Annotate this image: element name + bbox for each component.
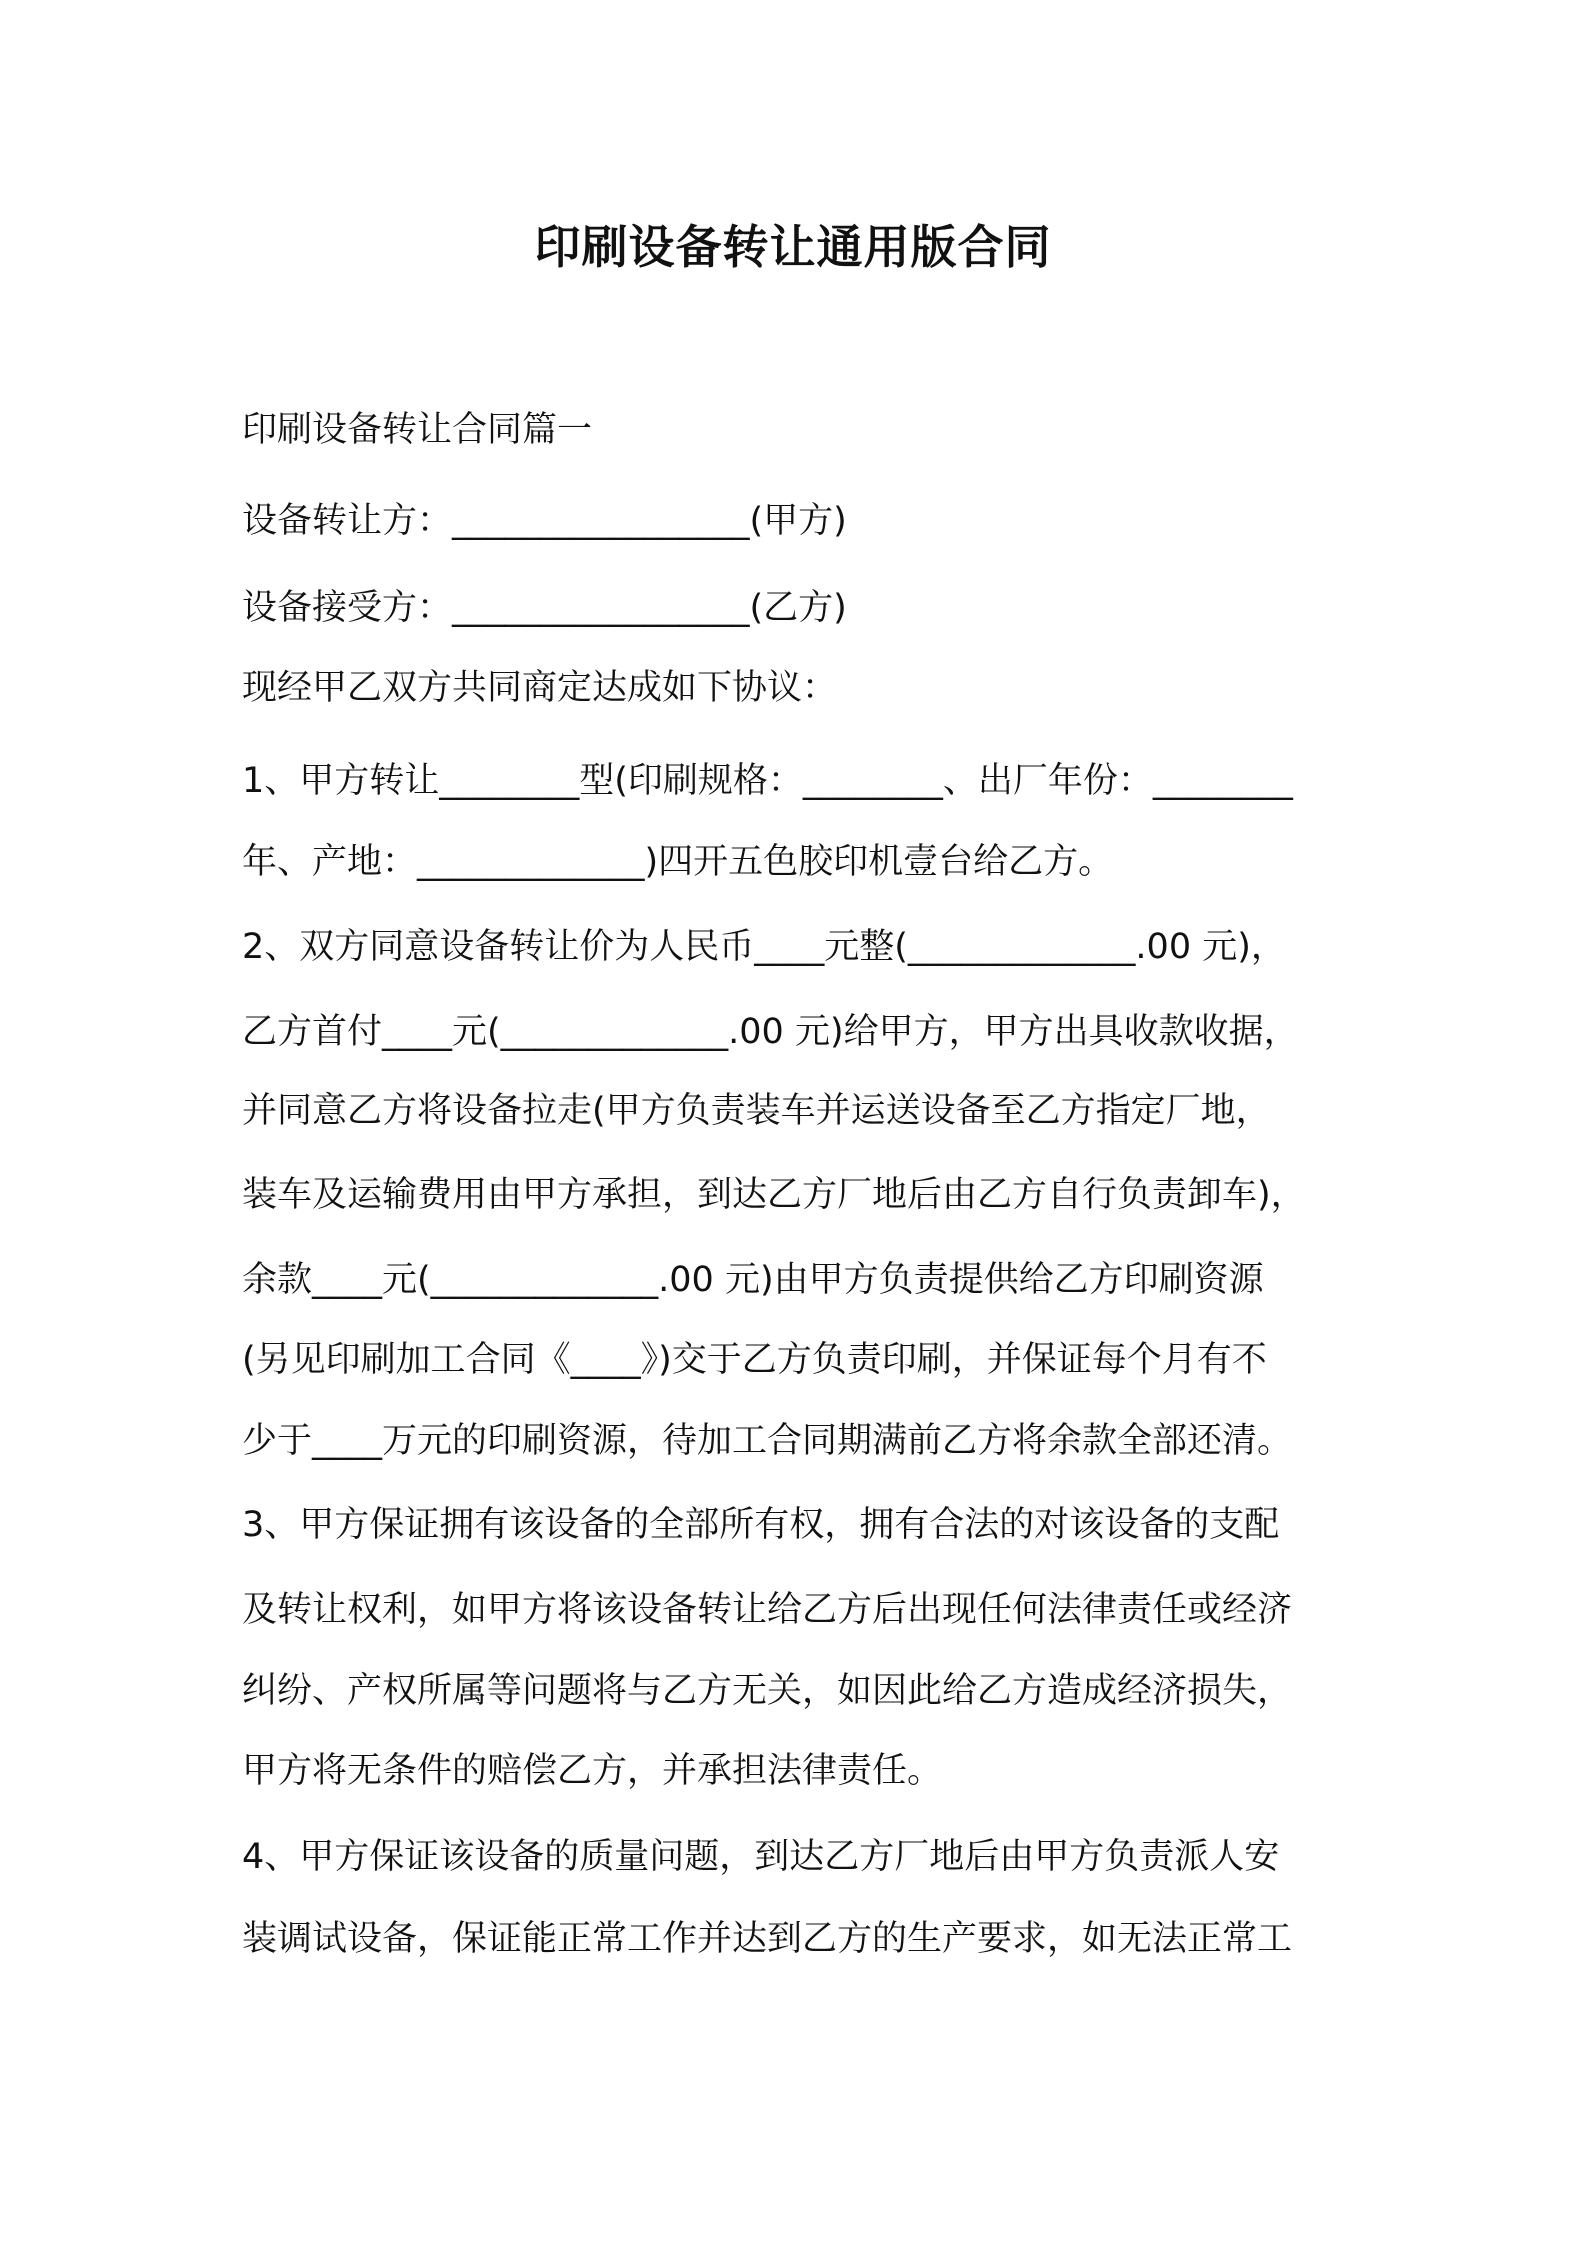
clause-2-line-3: 并同意乙方将设备拉走(甲方负责装车并运送设备至乙方指定厂地， — [242, 1091, 1271, 1131]
clause-3-line-4: 甲方将无条件的赔偿乙方，并承担法律责任。 — [242, 1751, 943, 1791]
transferor-line: 设备转让方：_________________(甲方) — [242, 501, 847, 541]
transferee-line: 设备接受方：_________________(乙方) — [242, 588, 847, 628]
clause-2-line-7: 少于____万元的印刷资源，待加工合同期满前乙方将余款全部还清。 — [242, 1421, 1293, 1461]
section-heading: 印刷设备转让合同篇一 — [242, 410, 593, 450]
clause-4-line-1: 4、甲方保证该设备的质量问题，到达乙方厂地后由甲方负责派人安 — [242, 1837, 1280, 1877]
clause-4-line-2: 装调试设备，保证能正常工作并达到乙方的生产要求，如无法正常工 — [242, 1919, 1293, 1959]
clause-2-line-1: 2、双方同意设备转让价为人民币____元整(_____________.00 元)， — [242, 927, 1286, 967]
clause-3-line-2: 及转让权利，如甲方将该设备转让给乙方后出现任何法律责任或经济 — [242, 1590, 1293, 1630]
clause-2-line-4: 装车及运输费用由甲方承担，到达乙方厂地后由乙方自行负责卸车)， — [242, 1175, 1306, 1215]
clause-1-line-2: 年、产地：_____________)四开五色胶印机壹台给乙方。 — [242, 842, 1114, 882]
clause-1-line-1: 1、甲方转让________型(印刷规格：________、出厂年份：________ — [242, 761, 1293, 801]
clause-3-line-3: 纠纷、产权所属等问题将与乙方无关，如因此给乙方造成经济损失， — [242, 1671, 1293, 1711]
clause-3-line-1: 3、甲方保证拥有该设备的全部所有权，拥有合法的对该设备的支配 — [242, 1505, 1280, 1545]
agreement-intro: 现经甲乙双方共同商定达成如下协议： — [242, 668, 838, 708]
document-title: 印刷设备转让通用版合同 — [534, 220, 1052, 274]
clause-2-line-6: (另见印刷加工合同《____》)交于乙方负责印刷，并保证每个月有不 — [242, 1340, 1267, 1380]
clause-2-line-2: 乙方首付____元(_____________.00 元)给甲方，甲方出具收款收据， — [242, 1012, 1299, 1052]
clause-2-line-5: 余款____元(_____________.00 元)由甲方负责提供给乙方印刷资源 — [242, 1260, 1264, 1300]
